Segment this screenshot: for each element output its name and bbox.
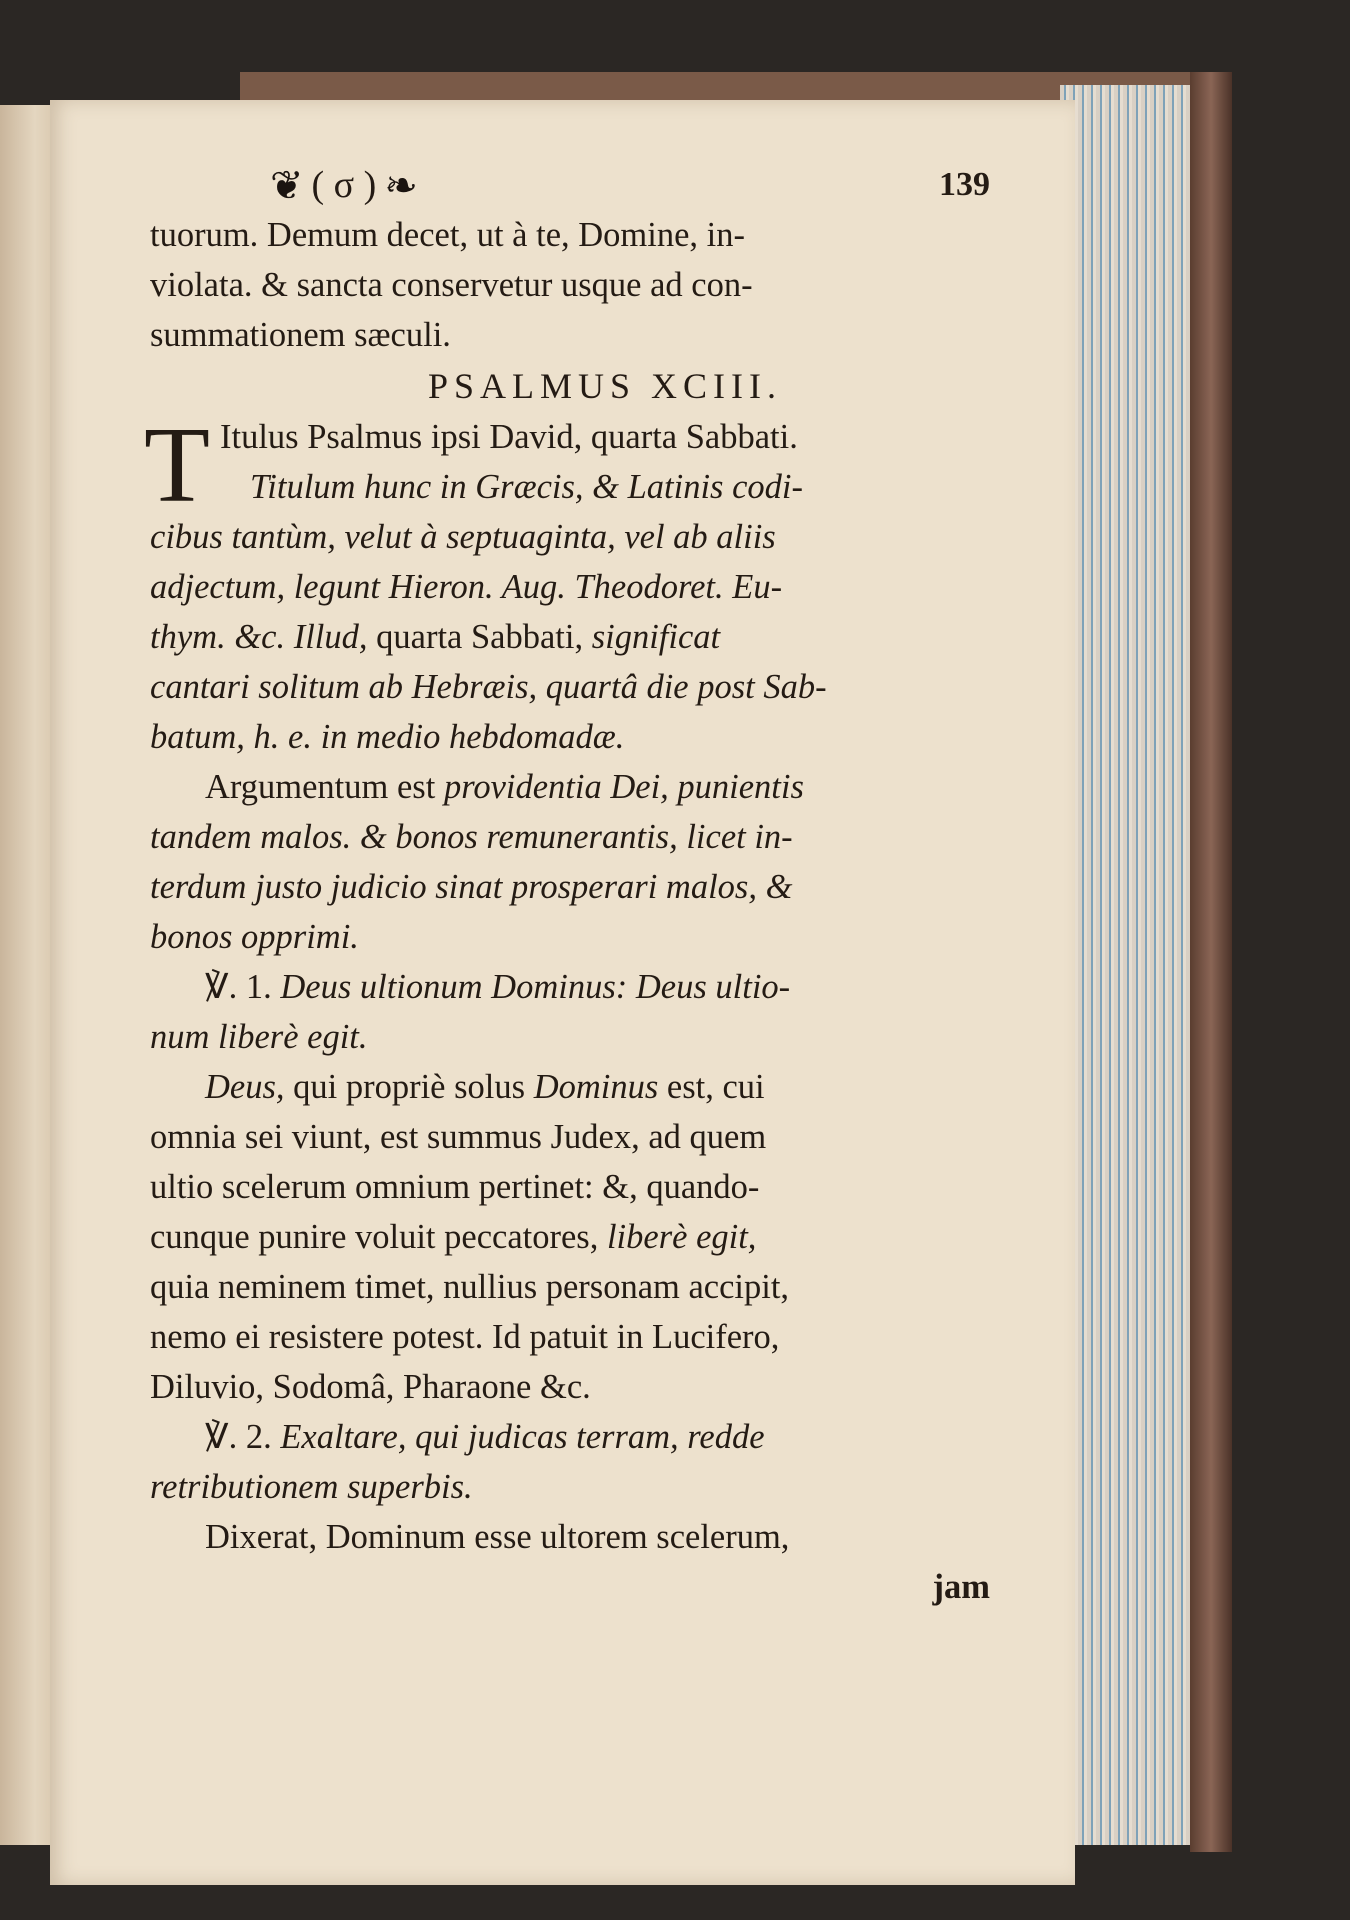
book-page bbox=[50, 100, 1075, 1885]
text-line: tuorum. Demum decet, ut à te, Domine, in- bbox=[150, 216, 745, 254]
book-cover-edge bbox=[1190, 72, 1232, 1852]
text-span: Illud, bbox=[293, 618, 368, 656]
text-span: quarta Sabbati, bbox=[376, 618, 584, 656]
text-line: omnia sei viunt, est summus Judex, ad quem bbox=[150, 1118, 767, 1156]
text-line: num liberè egit. bbox=[150, 1018, 368, 1056]
running-head bbox=[270, 162, 418, 209]
text-line: tandem malos. & bonos remunerantis, licet in- bbox=[150, 818, 793, 856]
text-line bbox=[150, 1062, 990, 1112]
page-header bbox=[270, 160, 990, 210]
text-span: Argumentum est bbox=[205, 768, 436, 806]
text-span: cunque punire voluit peccatores, bbox=[150, 1218, 599, 1256]
argument-paragraph bbox=[150, 762, 990, 962]
fleuron-right-icon: ❧ bbox=[384, 162, 418, 208]
text-span: significat bbox=[591, 618, 721, 656]
text-line: nemo ei resistere potest. Id patuit in Lucifero, bbox=[150, 1318, 780, 1356]
verse-number: ℣. 1. bbox=[205, 968, 272, 1006]
text-span: Dominus bbox=[533, 1068, 659, 1106]
text-line: summationem sæculi. bbox=[150, 316, 451, 354]
text-span: thym. &c. bbox=[150, 618, 286, 656]
text-line: cibus tantùm, velut à septuaginta, vel ab aliis bbox=[150, 518, 776, 556]
text-span: Deus, bbox=[205, 1068, 285, 1106]
title-paragraph bbox=[144, 406, 990, 762]
text-line: adjectum, legunt Hieron. Aug. Theodoret. Eu- bbox=[150, 568, 783, 606]
text-span: qui propriè solus bbox=[293, 1068, 526, 1106]
text-line bbox=[150, 1212, 990, 1262]
text-line bbox=[150, 1412, 990, 1462]
page-number: 139 bbox=[939, 166, 990, 203]
catchword: jam bbox=[932, 1568, 990, 1606]
text-line: terdum justo judicio sinat prosperari malos, & bbox=[150, 868, 793, 906]
text-span: Deus ultionum Dominus: bbox=[280, 968, 628, 1006]
verse-number: ℣. 2. bbox=[205, 1418, 272, 1456]
page-text bbox=[144, 160, 990, 1612]
text-line: Titulum hunc in Græcis, & Latinis codi- bbox=[250, 468, 803, 506]
text-line: batum, h. e. in medio hebdomadæ. bbox=[150, 718, 625, 756]
text-line: Itulus Psalmus ipsi David, quarta Sabbati. bbox=[220, 418, 798, 456]
text-span: providentia Dei, punientis bbox=[443, 768, 804, 806]
text-line: Diluvio, Sodomâ, Pharaone &c. bbox=[150, 1368, 591, 1406]
text-span: est, cui bbox=[666, 1068, 765, 1106]
commentary-1 bbox=[150, 1062, 990, 1412]
text-line: violata. & sancta conservetur usque ad con- bbox=[150, 266, 753, 304]
running-head-text: ( σ ) bbox=[311, 164, 377, 206]
text-line: quia neminem timet, nullius personam accipit, bbox=[150, 1268, 790, 1306]
text-line: Dixerat, Dominum esse ultorem scelerum, bbox=[205, 1518, 790, 1556]
psalm-title: PSALMUS XCIII. bbox=[427, 366, 783, 406]
verse-1 bbox=[150, 962, 990, 1062]
text-line bbox=[150, 762, 990, 812]
text-span: liberè egit, bbox=[606, 1218, 757, 1256]
text-line bbox=[150, 612, 990, 662]
drop-cap: T bbox=[144, 406, 210, 525]
text-span: Exaltare, qui judicas terram, redde bbox=[280, 1418, 765, 1456]
text-line bbox=[150, 962, 990, 1012]
text-line: cantari solitum ab Hebræis, quartâ die post Sab- bbox=[150, 668, 827, 706]
verse-2 bbox=[150, 1412, 990, 1512]
fleuron-left-icon: ❦ bbox=[270, 162, 304, 208]
text-line: retributionem superbis. bbox=[150, 1468, 473, 1506]
text-span: Deus ultio- bbox=[635, 968, 791, 1006]
text-line: ultio scelerum omnium pertinet: &, quando- bbox=[150, 1168, 760, 1206]
text-line: bonos opprimi. bbox=[150, 918, 359, 956]
